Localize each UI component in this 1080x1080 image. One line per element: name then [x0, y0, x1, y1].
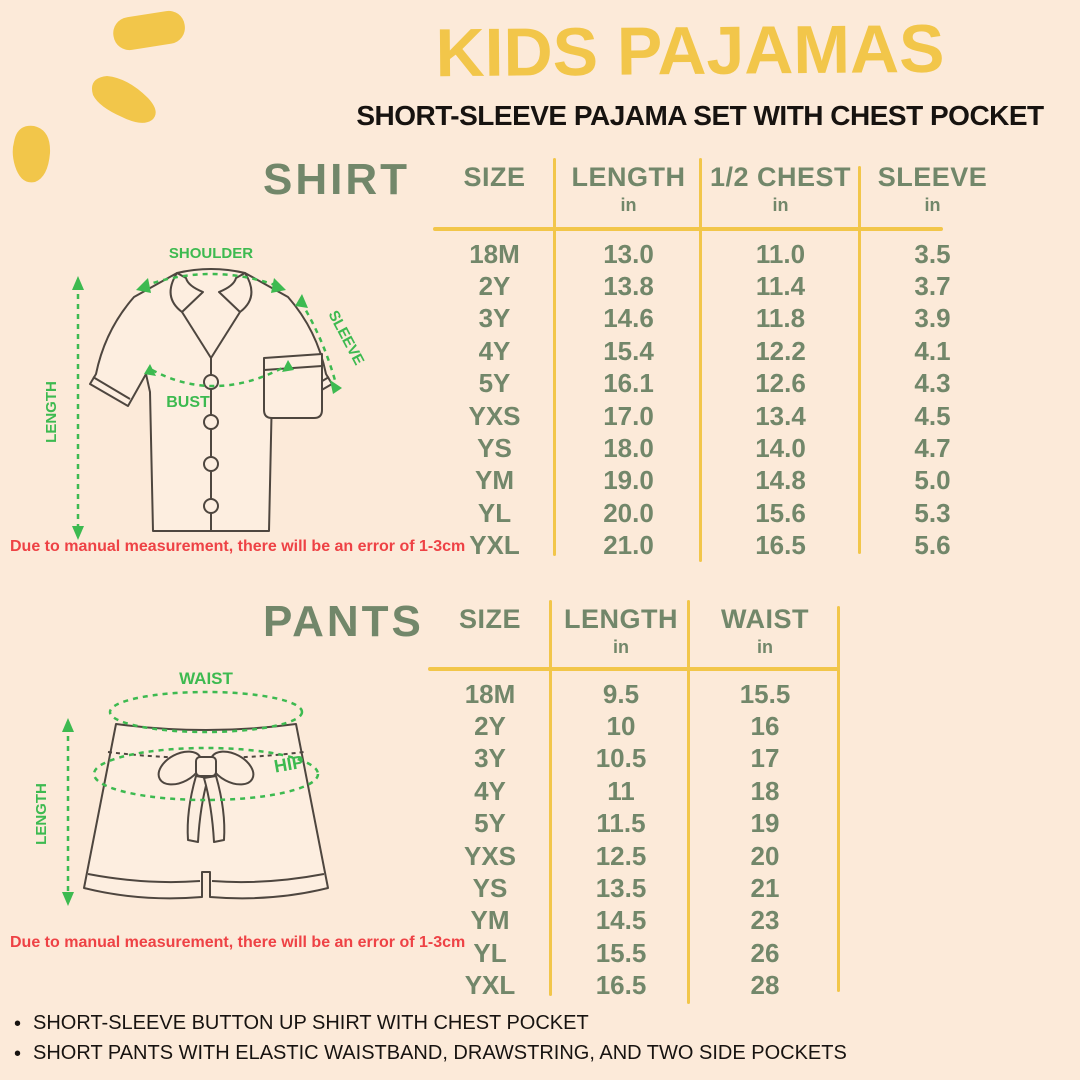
table-cell: 4Y [478, 335, 511, 366]
shirt-button [204, 457, 218, 471]
table-cell: 17 [750, 743, 780, 774]
table-cell: 23 [750, 905, 780, 936]
table-cell: 5.3 [914, 497, 951, 528]
table-cell: 15.4 [603, 335, 654, 366]
table-cell: 10 [606, 711, 636, 742]
table-cell: 16.5 [755, 530, 806, 561]
shoulder-label: SHOULDER [168, 245, 254, 262]
decorative-blob-teardrop [13, 126, 50, 183]
shirt-button [204, 499, 218, 513]
pants-table-header [428, 604, 840, 658]
arrowhead [330, 380, 342, 394]
feature-list [14, 1012, 847, 1065]
table-cell: 11 [607, 775, 635, 806]
table-cell: 4.5 [914, 400, 951, 431]
drawstring-knot [196, 757, 216, 776]
table-cell: 3Y [474, 743, 506, 774]
shirt-col-half-chest: 1/2 CHEST in [709, 162, 852, 215]
list-item [14, 1042, 847, 1065]
table-cell: 3.9 [914, 303, 951, 334]
table-cell: 10.5 [595, 743, 647, 774]
pants-table-hline [428, 667, 840, 671]
shirt-section-heading: SHIRT [263, 155, 410, 204]
table-cell: 3.7 [914, 271, 951, 302]
table-cell: 9.5 [602, 678, 640, 709]
table-cell: 5.6 [914, 530, 951, 561]
length-label: LENGTH [33, 783, 50, 845]
shirt-pocket [264, 354, 322, 418]
table-cell: 19 [750, 808, 780, 839]
table-cell: 16 [750, 711, 780, 742]
table-cell: 21.0 [603, 530, 654, 561]
table-cell: 12.5 [595, 840, 647, 871]
feature-text: SHORT PANTS WITH ELASTIC WAISTBAND, DRAWSTRING, AND TWO SIDE POCKETS [33, 1042, 847, 1064]
shirt-col-sleeve: SLEEVE in [877, 162, 988, 215]
shirt-diagram [36, 242, 386, 547]
table-cell: YXS [463, 840, 517, 871]
arrowhead [271, 278, 286, 293]
table-cell: 11.8 [755, 303, 806, 334]
table-cell: 19.0 [603, 465, 654, 496]
table-cell: 18.0 [603, 433, 654, 464]
shirt-button [204, 415, 218, 429]
table-cell: 18 [750, 775, 780, 806]
table-cell: 3.5 [914, 238, 951, 269]
shorts-outline [84, 724, 328, 898]
pants-measurement-note: Due to manual measurement, there will be an error of 1-3cm [10, 934, 466, 951]
table-cell: 20.0 [603, 497, 654, 528]
table-cell: 13.0 [603, 238, 654, 269]
arrowhead [62, 892, 74, 906]
bullet-icon: • [14, 1042, 22, 1065]
decorative-blob-stroke [92, 76, 156, 123]
arrowhead [136, 278, 151, 293]
bullet-icon: • [14, 1012, 22, 1035]
table-cell: 5Y [474, 808, 506, 839]
table-cell: 13.5 [595, 873, 647, 904]
shirt-measurement-note: Due to manual measurement, there will be an error of 1-3cm [10, 538, 466, 555]
decorative-blobs [0, 0, 220, 200]
table-cell: 26 [750, 937, 780, 968]
table-cell: 2Y [478, 271, 511, 302]
hip-label: HIP [272, 751, 306, 777]
table-cell: YXS [468, 400, 521, 431]
table-cell: 14.8 [755, 465, 806, 496]
table-cell: 17.0 [603, 400, 654, 431]
pants-col-length: LENGTH in [564, 604, 678, 657]
pants-diagram [28, 666, 383, 931]
table-cell: 15.5 [739, 678, 791, 709]
shirt-col-length: LENGTH in [571, 162, 686, 215]
table-cell: 11.4 [755, 271, 806, 302]
table-cell: 20 [750, 840, 780, 871]
table-cell: 12.2 [755, 335, 806, 366]
table-cell: 14.6 [603, 303, 654, 334]
table-cell: 13.4 [755, 400, 806, 431]
pants-table-body [428, 678, 840, 1002]
sleeve-label: SLEEVE [324, 307, 368, 369]
pants-section-heading: PANTS [263, 597, 424, 646]
table-cell: 11.0 [755, 238, 806, 269]
table-cell: 28 [750, 970, 780, 1001]
table-cell: YS [477, 433, 512, 464]
table-cell: YXL [464, 970, 516, 1001]
table-cell: 13.8 [603, 271, 654, 302]
table-cell: 18M [469, 238, 520, 269]
arrowhead [62, 718, 74, 732]
table-cell: 4.7 [914, 433, 951, 464]
arrowhead [295, 294, 308, 308]
shirt-col-size: SIZE [463, 162, 526, 192]
table-cell: 5Y [478, 368, 511, 399]
pants-col-size: SIZE [458, 604, 521, 634]
page-title: KIDS PAJAMAS [435, 10, 945, 92]
table-cell: 11.5 [596, 808, 646, 839]
list-item [14, 1012, 847, 1035]
table-cell: YM [475, 465, 514, 496]
page-subtitle: SHORT-SLEEVE PAJAMA SET WITH CHEST POCKET [356, 100, 1044, 131]
shirt-table-body [433, 238, 1005, 562]
table-cell: 15.5 [595, 937, 647, 968]
bust-label: BUST [166, 394, 210, 411]
table-cell: 4.1 [914, 335, 951, 366]
table-cell: YM [470, 905, 510, 936]
table-cell: 14.5 [595, 905, 647, 936]
arrowhead [72, 276, 84, 290]
waist-label: WAIST [179, 669, 233, 688]
table-cell: 15.6 [755, 497, 806, 528]
table-cell: 14.0 [755, 433, 806, 464]
table-cell: 4Y [474, 775, 506, 806]
shirt-table-header [433, 162, 1005, 216]
decorative-blob-pill [111, 9, 187, 53]
table-cell: 18M [464, 678, 516, 709]
table-cell: 12.6 [755, 368, 806, 399]
table-cell: 3Y [478, 303, 511, 334]
table-cell: YL [473, 937, 507, 968]
feature-text: SHORT-SLEEVE BUTTON UP SHIRT WITH CHEST POCKET [33, 1012, 589, 1034]
table-cell: YXL [469, 530, 520, 561]
table-cell: 4.3 [914, 368, 951, 399]
table-cell: 2Y [474, 711, 506, 742]
length-label: LENGTH [43, 381, 60, 443]
table-cell: 5.0 [914, 465, 951, 496]
table-cell: 21 [750, 873, 780, 904]
table-cell: 16.1 [603, 368, 654, 399]
pants-col-waist: WAIST in [721, 604, 809, 657]
table-cell: YL [477, 497, 512, 528]
table-cell: YS [472, 873, 508, 904]
shirt-table-hline [433, 227, 943, 231]
table-cell: 16.5 [595, 970, 647, 1001]
